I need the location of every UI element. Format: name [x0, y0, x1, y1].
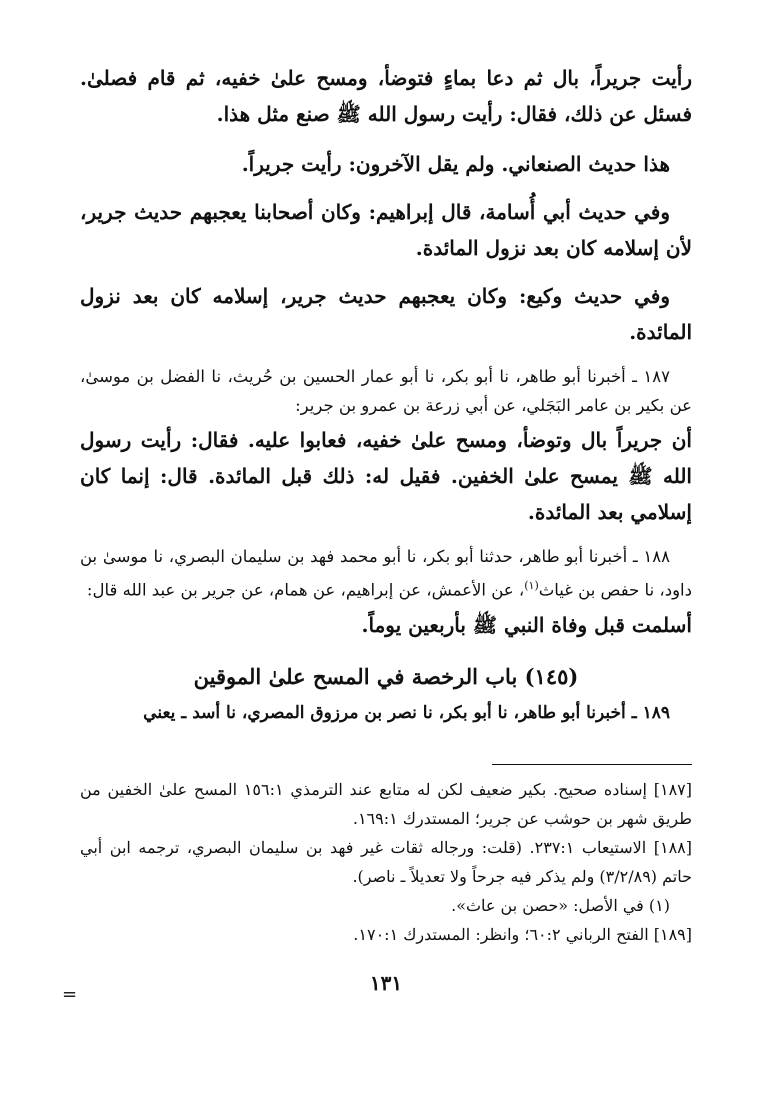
hadith-187-text: أن جريراً بال وتوضأ، ومسح علىٰ خفيه، فعابوا عليه. فقال: رأيت رسول الله ﷺ يمسح علىٰ الخفين. فقيل له: ذلك قبل المائدة. قال: إنما كان إسلامي بعد المائدة.: [80, 428, 692, 524]
footnote-note-1: (١) في الأصل: «حصن بن عاث».: [451, 895, 670, 915]
hadith-188-isnad-part-a: ١٨٨ ـ أخبرنا أبو طاهر، حدثنا أبو بكر، نا أبو محمد فهد بن سليمان البصري، نا موسىٰ بن داود، نا حفص بن غياث: [80, 547, 692, 600]
paragraph-note-sanani: هذا حديث الصنعاني. ولم يقل الآخرون: رأيت جريراً.: [241, 152, 670, 176]
book-page: [80, 60, 692, 1070]
footnote-divider: [492, 764, 692, 765]
paragraph-narration: رأيت جريراً، بال ثم دعا بماءٍ فتوضأ، ومسح علىٰ خفيه، ثم قام فصلىٰ. فسئل عن ذلك، فقال: رأيت رسول الله ﷺ صنع مثل هذا.: [80, 66, 692, 126]
paragraph-abu-usama: وفي حديث أبي أُسامة، قال إبراهيم: وكان أصحابنا يعجبهم حديث جرير، لأن إسلامه كان بعد نزول المائدة.: [80, 200, 692, 260]
footnote-188: [١٨٨] الاستيعاب ٢٣٧:١. (قلت: ورجاله ثقات غير فهد بن سليمان البصري، ترجمه ابن أبي حاتم (٣/٢/٨٩) ولم يذكر فيه جرحاً ولا تعديلاً ـ ناصر).: [80, 837, 692, 886]
footnote-marker: (١): [524, 579, 539, 592]
hadith-188-isnad-part-b: ، عن الأعمش، عن إبراهيم، عن همام، عن جرير بن عبد الله قال:: [86, 580, 525, 600]
hadith-189-isnad: ١٨٩ ـ أخبرنا أبو طاهر، نا أبو بكر، نا نصر بن مرزوق المصري، نا أسد ـ يعني: [143, 702, 670, 723]
chapter-heading: (١٤٥) باب الرخصة في المسح علىٰ الموقين: [193, 663, 579, 689]
hadith-188-text: أسلمت قبل وفاة النبي ﷺ بأربعين يوماً.: [361, 612, 692, 637]
hadith-187-isnad: ١٨٧ ـ أخبرنا أبو طاهر، نا أبو بكر، نا أبو عمار الحسين بن حُريث، نا الفضل بن موسىٰ، عن بكير بن عامر البَجَلي، عن أبي زرعة بن عمرو بن جرير:: [80, 367, 692, 415]
paragraph-waki: وفي حديث وكيع: وكان يعجبهم حديث جرير، إسلامه كان بعد نزول المائدة.: [80, 284, 692, 344]
page-number: ١٣١: [369, 970, 403, 995]
hadith-188-isnad: [80, 542, 692, 605]
footnote-189: [١٨٩] الفتح الرباني ٦٠:٢؛ وانظر: المستدرك ١٧٠:١.: [353, 924, 692, 944]
footnote-187: [١٨٧] إسناده صحيح. بكير ضعيف لكن له متابع عند الترمذي ١٥٦:١ المسح علىٰ الخفين من طريق شهر بن حوشب عن جرير؛ المستدرك ١٦٩:١.: [80, 779, 692, 828]
continuation-mark: =: [62, 984, 78, 1005]
